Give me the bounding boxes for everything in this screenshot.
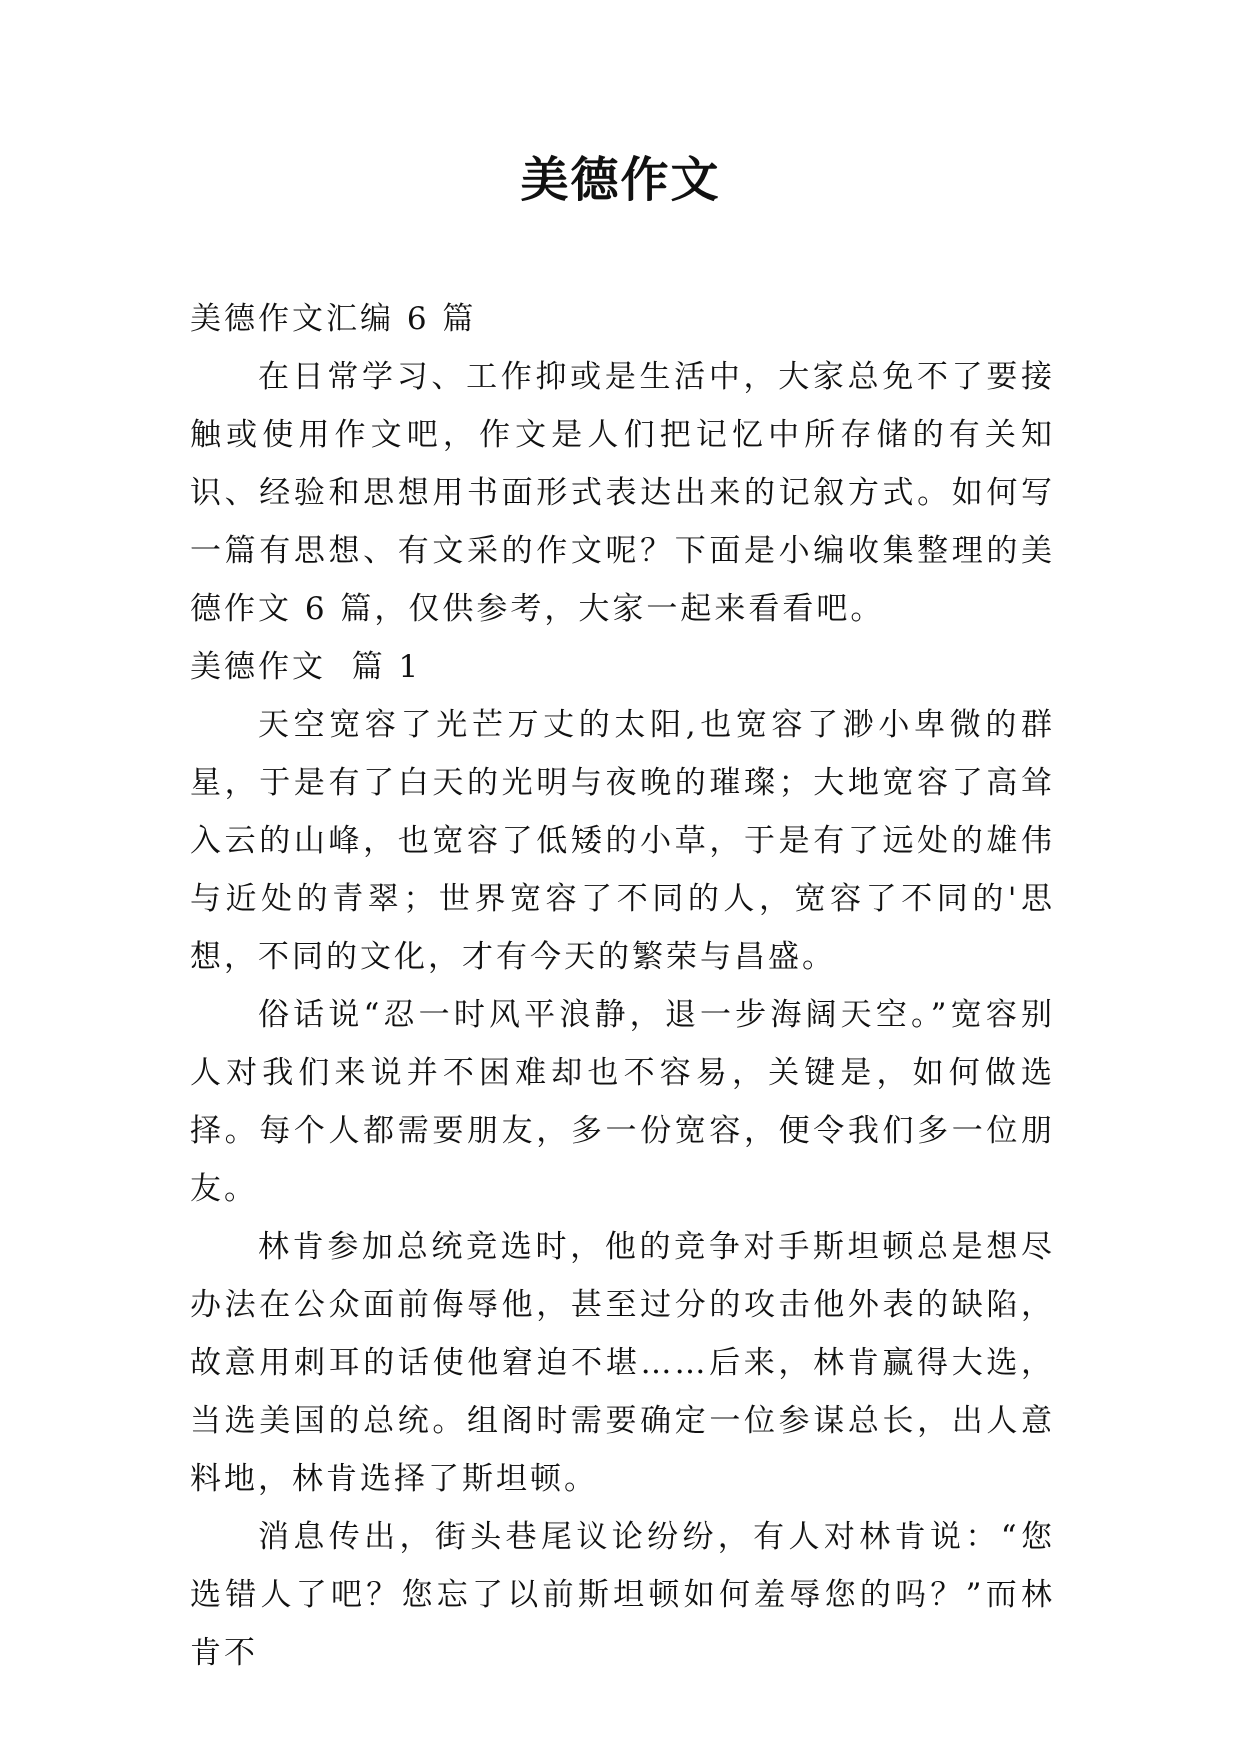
intro-paragraph: 在日常学习、工作抑或是生活中，大家总免不了要接触或使用作文吧，作文是人们把记忆中所存储的有关知识、经验和思想用书面形式表达出来的记叙方式。如何写一篇有思想、有文采的作文呢？下面是小编收集整理的美德作文 6 篇，仅供参考，大家一起来看看吧。	[190, 359, 1055, 627]
body-paragraph: 消息传出，街头巷尾议论纷纷，有人对林肯说：“您选错人了吧？您忘了以前斯坦顿如何羞辱您的吗？”而林肯不	[190, 1519, 1055, 1671]
body-paragraph: 天空宽容了光芒万丈的太阳,也宽容了渺小卑微的群星，于是有了白天的光明与夜晚的璀璨；大地宽容了高耸入云的山峰，也宽容了低矮的小草，于是有了远处的雄伟与近处的青翠；世界宽容了不同的人，宽容了不同的'思想，不同的文化，才有今天的繁荣与昌盛。	[190, 707, 1055, 975]
section-heading: 美德作文 篇 1	[190, 649, 422, 685]
body-paragraph: 俗话说“忍一时风平浪静，退一步海阔天空。”宽容别人对我们来说并不困难却也不容易，关键是，如何做选择。每个人都需要朋友，多一份宽容，便令我们多一位朋友。	[190, 997, 1055, 1207]
document-title: 美德作文	[520, 152, 721, 208]
document-body	[190, 290, 1055, 1682]
collection-subtitle: 美德作文汇编 6 篇	[190, 301, 477, 337]
body-paragraph: 林肯参加总统竞选时，他的竞争对手斯坦顿总是想尽办法在公众面前侮辱他，甚至过分的攻击他外表的缺陷，故意用刺耳的话使他窘迫不堪……后来，林肯赢得大选，当选美国的总统。组阁时需要确定一位参谋总长，出人意料地，林肯选择了斯坦顿。	[190, 1229, 1055, 1497]
